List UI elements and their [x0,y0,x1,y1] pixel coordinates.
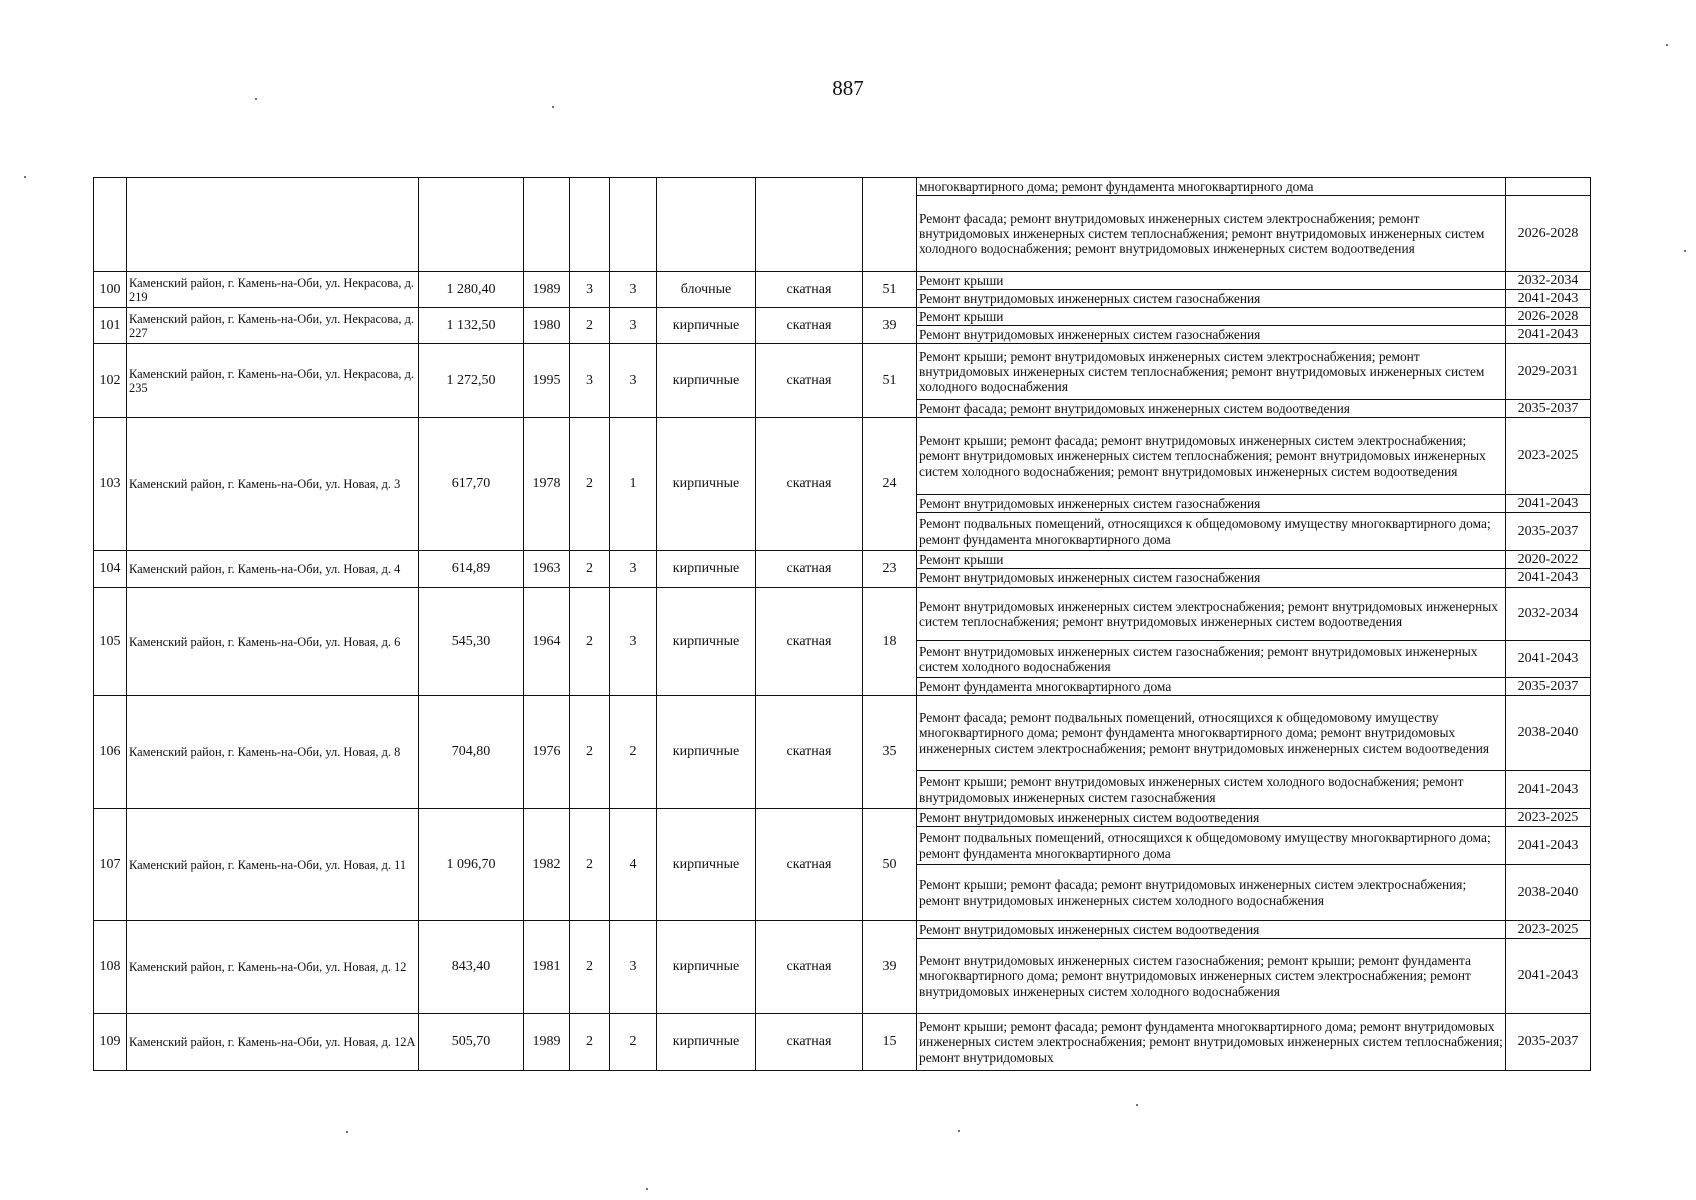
resident-count: 15 [863,1014,917,1071]
table-body [94,178,1591,1071]
work-period: 2038-2040 [1506,865,1591,921]
resident-count: 24 [863,418,917,551]
work-period: 2035-2037 [1506,678,1591,696]
work-description: Ремонт крыши [917,308,1506,326]
wall-material: кирпичные [657,921,756,1014]
row-number: 104 [94,551,127,588]
continuation-empty-cell [419,178,524,272]
roof-type: скатная [756,809,863,921]
work-description: Ремонт внутридомовых инженерных систем газоснабжения; ремонт внутридомовых инженерных систем холодного водоснабжения [917,641,1506,678]
wall-material: кирпичные [657,588,756,696]
work-period: 2038-2040 [1506,696,1591,771]
work-description: Ремонт внутридомовых инженерных систем газоснабжения [917,495,1506,513]
work-period: 2020-2022 [1506,551,1591,569]
table-row [94,418,1591,495]
entrance-count: 2 [610,696,657,809]
work-description: Ремонт фасада; ремонт подвальных помещений, относящихся к общедомовому имуществу многоквартирного дома; ремонт фундамента многоквартирного дома; ремонт внутридомовых инженерных систем электроснабжения; ремонт внутридомовых инженерных систем водоотведения [917,696,1506,771]
wall-material: кирпичные [657,344,756,418]
building-address: Каменский район, г. Камень-на-Оби, ул. Новая, д. 3 [127,418,419,551]
entrance-count: 3 [610,551,657,588]
building-address: Каменский район, г. Камень-на-Оби, ул. Новая, д. 4 [127,551,419,588]
work-period [1506,178,1591,196]
work-description: Ремонт фасада; ремонт внутридомовых инженерных систем водоотведения [917,400,1506,418]
work-period: 2041-2043 [1506,939,1591,1014]
wall-material: кирпичные [657,696,756,809]
continuation-empty-cell [657,178,756,272]
work-description: Ремонт внутридомовых инженерных систем водоотведения [917,921,1506,939]
construction-year: 1980 [524,308,570,344]
entrance-count: 3 [610,921,657,1014]
scan-speck [1684,250,1686,252]
work-period: 2026-2028 [1506,196,1591,272]
resident-count: 39 [863,308,917,344]
table-row [94,308,1591,326]
roof-type: скатная [756,1014,863,1071]
building-address: Каменский район, г. Камень-на-Оби, ул. Новая, д. 8 [127,696,419,809]
work-period: 2041-2043 [1506,326,1591,344]
row-number: 105 [94,588,127,696]
continuation-empty-cell [610,178,657,272]
page-number: 887 [832,76,864,100]
scan-speck [958,1130,960,1132]
resident-count: 51 [863,272,917,308]
table-row [94,344,1591,400]
resident-count: 50 [863,809,917,921]
floor-count: 2 [570,418,610,551]
roof-type: скатная [756,344,863,418]
construction-year: 1978 [524,418,570,551]
entrance-count: 3 [610,272,657,308]
table-row [94,588,1591,641]
work-period: 2026-2028 [1506,308,1591,326]
roof-type: скатная [756,588,863,696]
scan-speck [255,98,257,100]
table-row [94,272,1591,290]
work-period: 2041-2043 [1506,641,1591,678]
total-area: 1 132,50 [419,308,524,344]
continuation-empty-cell [127,178,419,272]
work-description: многоквартирного дома; ремонт фундамента многоквартирного дома [917,178,1506,196]
floor-count: 2 [570,308,610,344]
work-description: Ремонт подвальных помещений, относящихся к общедомовому имуществу многоквартирного дома; ремонт фундамента многоквартирного дома [917,827,1506,865]
floor-count: 2 [570,551,610,588]
work-description: Ремонт крыши; ремонт фасада; ремонт фундамента многоквартирного дома; ремонт внутридомовых инженерных систем электроснабжения; ремонт внутридомовых инженерных систем теплоснабжения; ремонт внутридомовых [917,1014,1506,1071]
total-area: 1 280,40 [419,272,524,308]
continuation-empty-cell [863,178,917,272]
construction-year: 1981 [524,921,570,1014]
wall-material: блочные [657,272,756,308]
total-area: 1 272,50 [419,344,524,418]
work-period: 2041-2043 [1506,771,1591,809]
table-row [94,696,1591,771]
registry-table [93,177,1591,1071]
wall-material: кирпичные [657,809,756,921]
wall-material: кирпичные [657,551,756,588]
entrance-count: 3 [610,344,657,418]
building-address: Каменский район, г. Камень-на-Оби, ул. Новая, д. 12А [127,1014,419,1071]
work-period: 2041-2043 [1506,569,1591,588]
total-area: 1 096,70 [419,809,524,921]
building-address: Каменский район, г. Камень-на-Оби, ул. Новая, д. 12 [127,921,419,1014]
entrance-count: 3 [610,588,657,696]
floor-count: 2 [570,1014,610,1071]
floor-count: 3 [570,272,610,308]
total-area: 545,30 [419,588,524,696]
row-number: 100 [94,272,127,308]
floor-count: 2 [570,696,610,809]
roof-type: скатная [756,696,863,809]
work-period: 2023-2025 [1506,418,1591,495]
work-period: 2041-2043 [1506,827,1591,865]
work-description: Ремонт внутридомовых инженерных систем газоснабжения; ремонт крыши; ремонт фундамента многоквартирного дома; ремонт внутридомовых инженерных систем электроснабжения; ремонт внутридомовых инженерных систем холодного водоснабжения [917,939,1506,1014]
continuation-empty-cell [570,178,610,272]
work-description: Ремонт крыши [917,551,1506,569]
resident-count: 18 [863,588,917,696]
continuation-empty-cell [94,178,127,272]
total-area: 614,89 [419,551,524,588]
work-description: Ремонт крыши; ремонт фасада; ремонт внутридомовых инженерных систем электроснабжения; ремонт внутридомовых инженерных систем холодного водоснабжения [917,865,1506,921]
table-row [94,921,1591,939]
roof-type: скатная [756,921,863,1014]
resident-count: 35 [863,696,917,809]
work-description: Ремонт внутридомовых инженерных систем газоснабжения [917,569,1506,588]
work-period: 2032-2034 [1506,272,1591,290]
wall-material: кирпичные [657,418,756,551]
roof-type: скатная [756,418,863,551]
roof-type: скатная [756,551,863,588]
work-period: 2032-2034 [1506,588,1591,641]
scan-speck [24,176,26,178]
entrance-count: 1 [610,418,657,551]
work-period: 2023-2025 [1506,921,1591,939]
row-number: 106 [94,696,127,809]
entrance-count: 3 [610,308,657,344]
building-address: Каменский район, г. Камень-на-Оби, ул. Некрасова, д. 227 [127,308,419,344]
roof-type: скатная [756,308,863,344]
resident-count: 51 [863,344,917,418]
row-number: 108 [94,921,127,1014]
work-description: Ремонт крыши; ремонт внутридомовых инженерных систем электроснабжения; ремонт внутридомовых инженерных систем теплоснабжения; ремонт внутридомовых инженерных систем холодного водоснабжения [917,344,1506,400]
floor-count: 2 [570,809,610,921]
scan-speck [552,106,554,108]
resident-count: 39 [863,921,917,1014]
construction-year: 1964 [524,588,570,696]
work-period: 2035-2037 [1506,1014,1591,1071]
work-description: Ремонт внутридомовых инженерных систем электроснабжения; ремонт внутридомовых инженерных систем теплоснабжения; ремонт внутридомовых инженерных систем водоотведения [917,588,1506,641]
construction-year: 1989 [524,272,570,308]
building-address: Каменский район, г. Камень-на-Оби, ул. Некрасова, д. 219 [127,272,419,308]
table-row [94,1014,1591,1071]
work-description: Ремонт внутридомовых инженерных систем газоснабжения [917,290,1506,308]
roof-type: скатная [756,272,863,308]
continuation-empty-cell [756,178,863,272]
scan-speck [1666,44,1668,46]
work-description: Ремонт крыши; ремонт фасада; ремонт внутридомовых инженерных систем электроснабжения; ремонт внутридомовых инженерных систем теплоснабжения; ремонт внутридомовых инженерных систем холодного водоснабжения; ремонт внутридомовых инженерных систем водоотведения [917,418,1506,495]
work-description: Ремонт фасада; ремонт внутридомовых инженерных систем электроснабжения; ремонт внутридомовых инженерных систем теплоснабжения; ремонт внутридомовых инженерных систем холодного водоснабжения; ремонт внутридомовых инженерных систем водоотведения [917,196,1506,272]
work-description: Ремонт крыши [917,272,1506,290]
entrance-count: 4 [610,809,657,921]
work-period: 2029-2031 [1506,344,1591,400]
row-number: 102 [94,344,127,418]
total-area: 505,70 [419,1014,524,1071]
work-description: Ремонт внутридомовых инженерных систем водоотведения [917,809,1506,827]
building-address: Каменский район, г. Камень-на-Оби, ул. Некрасова, д. 235 [127,344,419,418]
floor-count: 2 [570,921,610,1014]
entrance-count: 2 [610,1014,657,1071]
total-area: 617,70 [419,418,524,551]
building-address: Каменский район, г. Камень-на-Оби, ул. Новая, д. 11 [127,809,419,921]
scan-speck [1136,1104,1138,1106]
work-period: 2041-2043 [1506,290,1591,308]
floor-count: 3 [570,344,610,418]
table-row [94,809,1591,827]
floor-count: 2 [570,588,610,696]
construction-year: 1963 [524,551,570,588]
work-description: Ремонт фундамента многоквартирного дома [917,678,1506,696]
construction-year: 1976 [524,696,570,809]
row-number: 107 [94,809,127,921]
continuation-empty-cell [524,178,570,272]
work-period: 2035-2037 [1506,513,1591,551]
work-description: Ремонт подвальных помещений, относящихся к общедомовому имуществу многоквартирного дома; ремонт фундамента многоквартирного дома [917,513,1506,551]
row-number: 109 [94,1014,127,1071]
work-period: 2041-2043 [1506,495,1591,513]
work-period: 2035-2037 [1506,400,1591,418]
construction-year: 1982 [524,809,570,921]
table-row [94,178,1591,196]
building-address: Каменский район, г. Камень-на-Оби, ул. Новая, д. 6 [127,588,419,696]
work-description: Ремонт внутридомовых инженерных систем газоснабжения [917,326,1506,344]
resident-count: 23 [863,551,917,588]
scan-speck [346,1131,348,1133]
total-area: 704,80 [419,696,524,809]
total-area: 843,40 [419,921,524,1014]
row-number: 101 [94,308,127,344]
table-row [94,551,1591,569]
work-description: Ремонт крыши; ремонт внутридомовых инженерных систем холодного водоснабжения; ремонт внутридомовых инженерных систем газоснабжения [917,771,1506,809]
wall-material: кирпичные [657,1014,756,1071]
work-period: 2023-2025 [1506,809,1591,827]
row-number: 103 [94,418,127,551]
scan-speck [646,1188,648,1190]
wall-material: кирпичные [657,308,756,344]
construction-year: 1995 [524,344,570,418]
construction-year: 1989 [524,1014,570,1071]
